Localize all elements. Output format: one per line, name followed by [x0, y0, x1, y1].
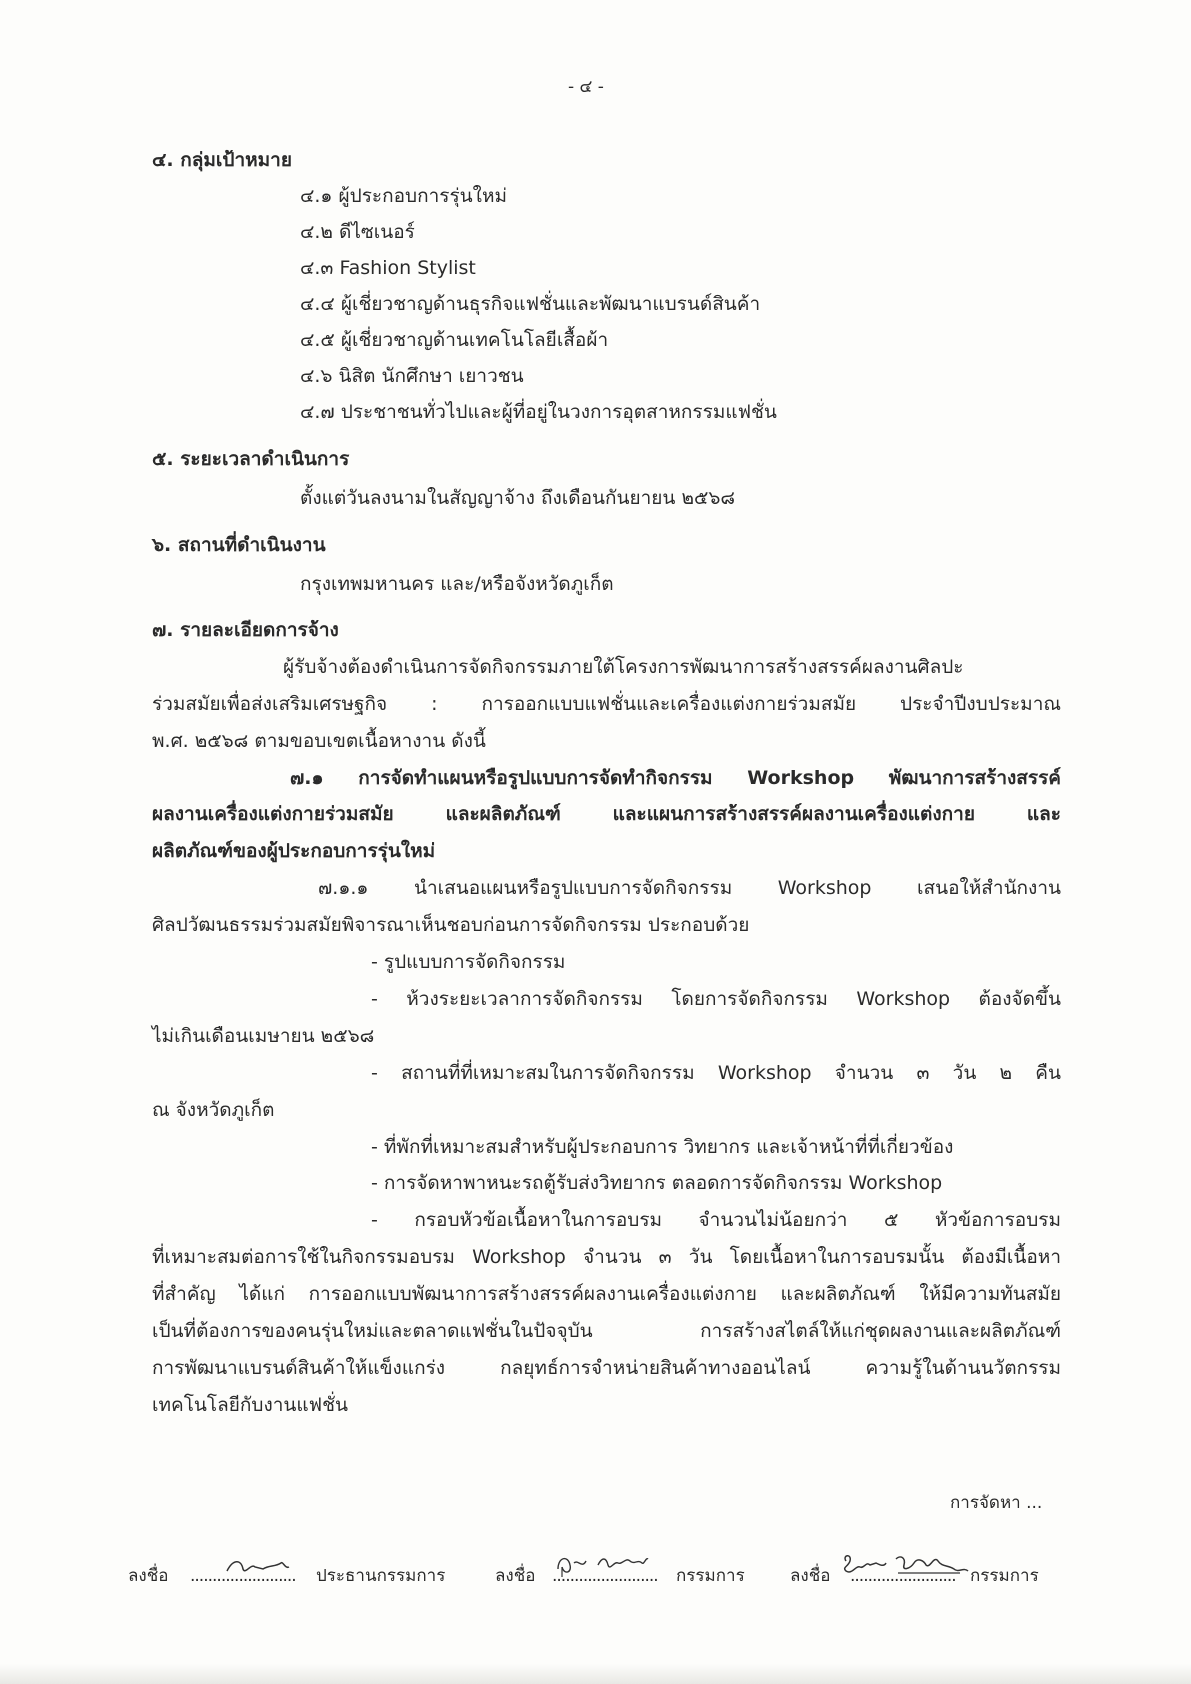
paragraph-line: ผู้รับจ้างต้องดำเนินการจัดกิจกรรมภายใต้โครงการพัฒนาการสร้างสรรค์ผลงานศิลปะ: [283, 656, 964, 678]
section-heading-4: ๔. กลุ่มเป้าหมาย: [152, 149, 292, 171]
list-item: ๔.๔ ผู้เชี่ยวชาญด้านธุรกิจแฟชั่นและพัฒนาแบรนด์สินค้า: [300, 293, 761, 315]
role-member: กรรมการ: [676, 1566, 745, 1586]
bullet-item: ณ จังหวัดภูเก็ต: [152, 1099, 275, 1121]
role-member: กรรมการ: [970, 1566, 1039, 1586]
bullet-item: - รูปแบบการจัดกิจกรรม: [371, 951, 566, 973]
section-text-5: ตั้งแต่วันลงนามในสัญญาจ้าง ถึงเดือนกันยายน ๒๕๖๘: [300, 487, 736, 509]
subsection-heading-7-1: ๗.๑ การจัดทำแผนหรือรูปแบบการจัดทำกิจกรรม Workshop พัฒนาการสร้างสรรค์: [290, 767, 1061, 789]
section-heading-6: ๖. สถานที่ดำเนินงาน: [152, 534, 326, 556]
scan-edge: [0, 1664, 1191, 1684]
signature-dots: ........................: [850, 1566, 956, 1586]
signature-member-1: [554, 1551, 654, 1579]
bullet-item: - สถานที่ที่เหมาะสมในการจัดกิจกรรม Workshop จำนวน ๓ วัน ๒ คืน: [371, 1062, 1061, 1084]
paragraph-line: ศิลปวัฒนธรรมร่วมสมัยพิจารณาเห็นชอบก่อนการจัดกิจกรรม ประกอบด้วย: [152, 914, 750, 936]
subsection-heading-7-1: ผลงานเครื่องแต่งกายร่วมสมัย และผลิตภัณฑ์ และแผนการสร้างสรรค์ผลงานเครื่องแต่งกาย และ: [152, 803, 1061, 825]
signature-row: [128, 1555, 1048, 1595]
bullet-item: - การจัดหาพาหนะรถตู้รับส่งวิทยากร ตลอดการจัดกิจกรรม Workshop: [371, 1172, 943, 1194]
paragraph-line: เป็นที่ต้องการของคนรุ่นใหม่และตลาดแฟชั่นในปัจจุบัน การสร้างสไตล์ให้แก่ชุดผลงานและผลิตภัณฑ์: [152, 1320, 1061, 1342]
list-item: ๔.๑ ผู้ประกอบการรุ่นใหม่: [300, 185, 507, 207]
section-heading-5: ๕. ระยะเวลาดำเนินการ: [152, 448, 350, 470]
paragraph-line: ที่เหมาะสมต่อการใช้ในกิจกรรมอบรม Workshop จำนวน ๓ วัน โดยเนื้อหาในการอบรมนั้น ต้องมีเนื้อหา: [152, 1246, 1061, 1268]
continuation-text: การจัดหา ...: [950, 1493, 1043, 1513]
bullet-item: ไม่เกินเดือนเมษายน ๒๕๖๘: [152, 1025, 375, 1047]
list-item: ๔.๕ ผู้เชี่ยวชาญด้านเทคโนโลยีเสื้อผ้า: [300, 329, 609, 351]
paragraph-line: ร่วมสมัยเพื่อส่งเสริมเศรษฐกิจ : การออกแบบแฟชั่นและเครื่องแต่งกายร่วมสมัย ประจำปีงบประมาณ: [152, 693, 1061, 715]
sign-label: ลงชื่อ: [495, 1566, 536, 1586]
signature-chair: [223, 1555, 303, 1579]
paragraph-line: การพัฒนาแบรนด์สินค้าให้แข็งแกร่ง กลยุทธ์การจำหน่ายสินค้าทางออนไลน์ ความรู้ในด้านนวัตกรรม: [152, 1357, 1061, 1379]
section-text-6: กรุงเทพมหานคร และ/หรือจังหวัดภูเก็ต: [300, 573, 614, 595]
signature-dots: ........................: [190, 1566, 296, 1586]
list-item: ๔.๗ ประชาชนทั่วไปและผู้ที่อยู่ในวงการอุตสาหกรรมแฟชั่น: [300, 401, 777, 423]
list-item: ๔.๓ Fashion Stylist: [300, 257, 476, 279]
paragraph-line: ๗.๑.๑ นำเสนอแผนหรือรูปแบบการจัดกิจกรรม Workshop เสนอให้สำนักงาน: [318, 877, 1061, 899]
bullet-item: - กรอบหัวข้อเนื้อหาในการอบรม จำนวนไม่น้อยกว่า ๕ หัวข้อการอบรม: [371, 1209, 1061, 1231]
signature-member-2: [840, 1551, 970, 1581]
signature-dots: ........................: [552, 1566, 658, 1586]
list-item: ๔.๒ ดีไซเนอร์: [300, 221, 415, 243]
paragraph-line: พ.ศ. ๒๕๖๘ ตามขอบเขตเนื้อหางาน ดังนี้: [152, 730, 486, 752]
list-item: ๔.๖ นิสิต นักศึกษา เยาวชน: [300, 365, 524, 387]
sign-label: ลงชื่อ: [128, 1566, 169, 1586]
subsection-heading-7-1: ผลิตภัณฑ์ของผู้ประกอบการรุ่นใหม่: [152, 840, 436, 862]
paragraph-line: เทคโนโลยีกับงานแฟชั่น: [152, 1394, 348, 1416]
role-chair: ประธานกรรมการ: [316, 1566, 446, 1586]
bullet-item: - ที่พักที่เหมาะสมสำหรับผู้ประกอบการ วิทยากร และเจ้าหน้าที่ที่เกี่ยวข้อง: [371, 1136, 954, 1158]
page-number: - ๔ -: [568, 77, 604, 97]
sign-label: ลงชื่อ: [790, 1566, 831, 1586]
paragraph-line: ที่สำคัญ ได้แก่ การออกแบบพัฒนาการสร้างสรรค์ผลงานเครื่องแต่งกาย และผลิตภัณฑ์ ให้มีความทันสมัย: [152, 1283, 1061, 1305]
bullet-item: - ห้วงระยะเวลาการจัดกิจกรรม โดยการจัดกิจกรรม Workshop ต้องจัดขึ้น: [371, 988, 1061, 1010]
section-heading-7: ๗. รายละเอียดการจ้าง: [152, 619, 339, 641]
